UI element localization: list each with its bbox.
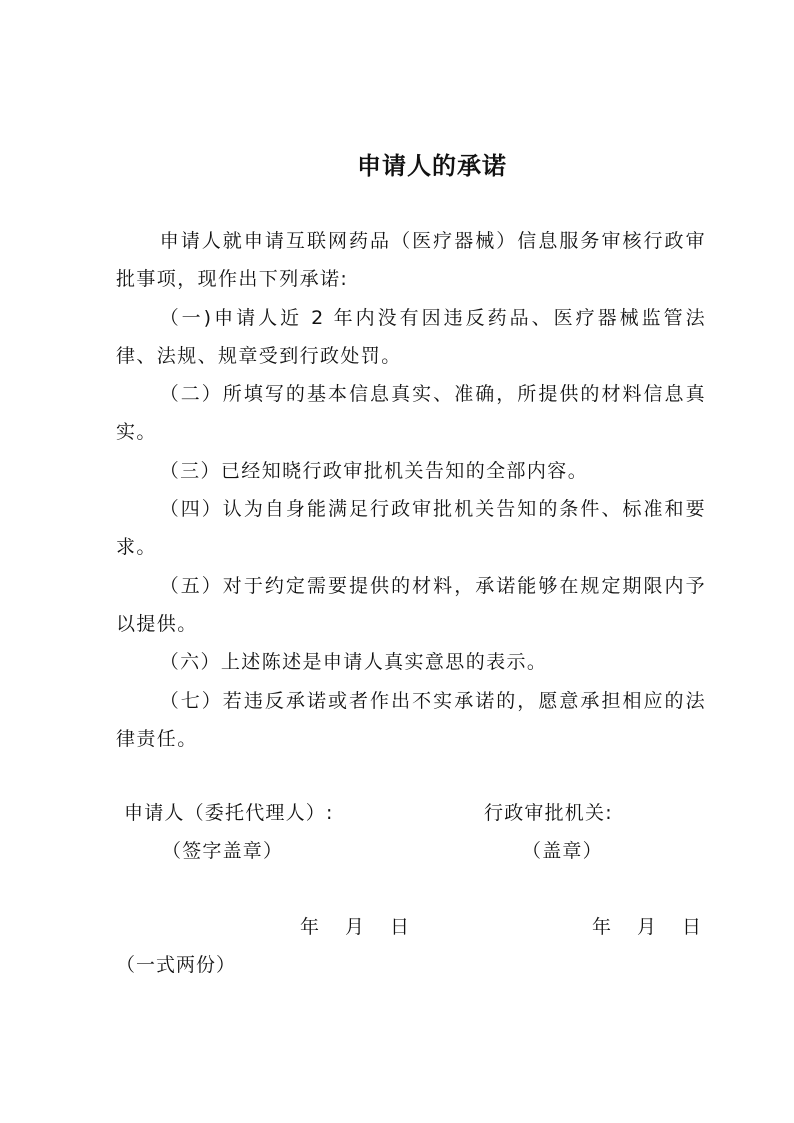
authority-date: [592, 912, 701, 939]
commitment-item-5: （五）对于约定需要提供的材料，承诺能够在规定期限内予以提供。: [116, 574, 706, 635]
date-month-label: 月: [345, 916, 365, 938]
commitment-item-6: （六）上述陈述是申请人真实意思的表示。: [159, 651, 548, 674]
commitment-item-1: （一)申请人近 2 年内没有因违反药品、医疗器械监管法律、法规、规章受到行政处罚。: [116, 306, 706, 367]
date-day-label: 日: [682, 916, 702, 938]
applicant-signature-note: （签字盖章）: [162, 840, 284, 862]
commitment-body: [116, 222, 706, 758]
authority-stamp-note: （盖章）: [522, 840, 603, 862]
commitment-item-4: （四）认为自身能满足行政审批机关告知的条件、标准和要求。: [116, 498, 706, 559]
date-day-label: 日: [390, 916, 410, 938]
authority-label: 行政审批机关:: [484, 802, 613, 824]
intro-paragraph: 申请人就申请互联网药品（医疗器械）信息服务审核行政审批事项，现作出下列承诺:: [116, 230, 706, 291]
applicant-label: 申请人（委托代理人）:: [124, 802, 334, 824]
commitment-item-7: （七）若违反承诺或者作出不实承诺的，愿意承担相应的法律责任。: [116, 689, 706, 750]
date-month-label: 月: [637, 916, 657, 938]
commitment-item-2: （二）所填写的基本信息真实、准确，所提供的材料信息真实。: [116, 383, 706, 444]
commitment-item-3: （三）已经知晓行政审批机关告知的全部内容。: [159, 459, 589, 482]
applicant-date: [300, 912, 409, 939]
date-year-label: 年: [592, 916, 612, 938]
page-title: 申请人的承诺: [357, 152, 507, 180]
copies-note: （一式两份）: [116, 954, 237, 976]
date-year-label: 年: [300, 916, 320, 938]
